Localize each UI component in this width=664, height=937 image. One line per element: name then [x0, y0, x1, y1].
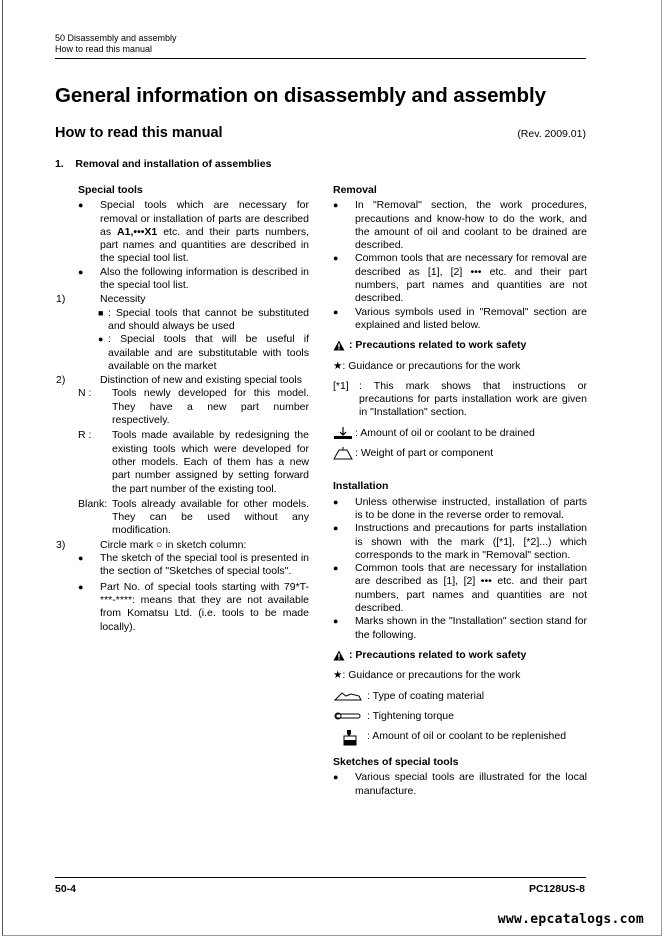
list-item [78, 199, 309, 265]
star-icon: ★ [333, 359, 343, 372]
symbol-row [333, 690, 587, 703]
symbol-row [333, 649, 587, 662]
symbol-row [333, 447, 587, 460]
list-item [333, 496, 587, 523]
bullet: ● [333, 563, 339, 574]
item-text: Also the following information is described in the special tool list. [100, 265, 309, 292]
bullet: ● [333, 306, 339, 317]
symbol-text: : Amount of oil or coolant to be drained [355, 426, 535, 439]
installation-heading: Installation [333, 480, 389, 493]
oil-refill-icon [333, 730, 367, 746]
item-number: 2) [56, 374, 66, 387]
list-item [333, 252, 587, 305]
symbol-text: : Weight of part or component [355, 447, 494, 460]
item-text: Part No. of special tools starting with 79*T-***-****: means that they are not available from Komatsu Ltd. (i.e. tools to be made locally). [100, 580, 309, 633]
star-icon: ★ [333, 669, 343, 682]
numbered-item [56, 374, 309, 387]
list-item [333, 615, 587, 642]
sketches-heading: Sketches of special tools [333, 756, 459, 769]
bullet: ● [78, 266, 84, 277]
list-item [333, 522, 587, 562]
header-section: How to read this manual [55, 44, 153, 54]
symbol-row [333, 669, 587, 682]
item-text: Distinction of new and existing special tools [100, 374, 302, 387]
legend-key: N : [78, 387, 92, 400]
bullet: ● [78, 200, 84, 211]
symbol-row [333, 710, 587, 723]
item-text: Various special tools are illustrated for the local manufacture. [355, 771, 587, 797]
header-rule [55, 58, 586, 59]
legend-text: Tools newly developed for this model. They have a new part number respectively. [112, 387, 309, 427]
page-number: 50-4 [55, 883, 77, 895]
symbol-text: : This mark shows that instructions or precautions for parts installation work are given in "Installation" section. [359, 379, 587, 419]
list-item [78, 266, 309, 293]
symbol-row [333, 730, 587, 746]
item-text: Necessity [100, 293, 146, 306]
item-text: Special tools which are necessary for removal or installation of parts are described as [100, 199, 309, 238]
left-column [56, 184, 309, 634]
bullet: ● [333, 772, 339, 783]
legend-row [78, 498, 309, 538]
numbered-item [56, 539, 309, 552]
symbol-text: : Guidance or precautions for the work [342, 669, 521, 682]
torque-wrench-icon [333, 710, 367, 723]
list-item [333, 562, 587, 615]
list-item [333, 199, 587, 252]
item-text: Marks shown in the "Installation" section stand for the following. [355, 615, 587, 641]
symbol-row [333, 360, 587, 373]
list-item [333, 771, 587, 798]
symbol-text: : Type of coating material [367, 689, 485, 702]
item-text: Common tools that are necessary for installation are described as [1], [2] ••• etc. and their part numbers, part names and quantities are not described. [355, 562, 587, 615]
legend-row [98, 307, 309, 334]
page-title: General information on disassembly and assembly [55, 84, 546, 107]
special-tools-heading: Special tools [78, 184, 143, 196]
running-header [55, 33, 177, 55]
item-text: Common tools that are necessary for removal are described as [1], [2] ••• etc. and their part numbers, part names and quantities are not described. [355, 252, 587, 305]
legend-row [78, 387, 309, 427]
footer-rule [55, 877, 586, 878]
item-text: Various symbols used in "Removal" section are explained and listed below. [355, 305, 587, 331]
item-text: In "Removal" section, the work procedures, precautions and know-how to do the work, and the amount of oil and coolant to be drained are described. [355, 199, 587, 252]
symbol-text: : Precautions related to work safety [349, 339, 527, 352]
weight-icon [333, 447, 355, 460]
bullet: ● [333, 616, 339, 627]
legend-text: : Special tools that cannot be substituted and should always be used [108, 306, 309, 332]
tool-code: A1,•••X1 [117, 225, 158, 238]
bullet: ● [78, 553, 84, 564]
symbol-row [333, 380, 587, 420]
oil-drain-icon [333, 427, 355, 440]
item-text: The sketch of the special tool is presented in the section of "Sketches of special tools". [100, 552, 309, 578]
reference-mark: [*1] [333, 379, 349, 392]
item-number: 3) [56, 538, 66, 551]
subsection-heading: 1. Removal and installation of assemblies [55, 158, 272, 170]
legend-row [98, 333, 309, 373]
section-title: How to read this manual [55, 125, 223, 141]
list-item [78, 552, 309, 579]
header-chapter: 50 Disassembly and assembly [55, 33, 177, 43]
symbol-text: : Precautions related to work safety [349, 648, 527, 661]
bullet: ● [333, 253, 339, 264]
legend-row [78, 429, 309, 495]
legend-text: Tools already available for other models. They can be used without any modification. [112, 497, 309, 537]
coating-icon [333, 690, 367, 703]
item-text: Unless otherwise instructed, installation of parts is to be done in the reverse order to removal. [355, 495, 587, 521]
warning-icon [333, 649, 349, 662]
legend-key: R : [78, 429, 92, 442]
legend-text: : Special tools that will be useful if available and are substitutable with tools available on the market [108, 333, 309, 372]
circle-mark: ● [98, 334, 104, 345]
watermark: www.epcatalogs.com [497, 912, 644, 927]
square-mark: ■ [98, 307, 104, 318]
numbered-item [56, 293, 309, 306]
list-item [78, 581, 309, 634]
list-item [333, 306, 587, 333]
item-text: Instructions and precautions for parts installation is shown with the mark ([*1], [*2]...) which corresponds to the mark in "Removal" section. [355, 522, 587, 561]
right-column [333, 184, 587, 798]
symbol-text: : Tightening torque [367, 709, 454, 722]
legend-text: Tools made available by redesigning the existing tools which were developed for other models. Each of them has a new part number assigned by setting forward the part number of the existing tool. [112, 429, 309, 495]
item-text: etc. and their parts numbers, part names and quantities are described in the special tool list. [100, 225, 309, 265]
revision-label: (Rev. 2009.01) [517, 128, 586, 140]
item-text: Circle mark ○ in sketch column: [100, 538, 247, 551]
removal-heading: Removal [333, 184, 377, 196]
symbol-row [333, 427, 587, 440]
bullet: ● [333, 200, 339, 211]
bullet: ● [78, 581, 84, 592]
model-number: PC128US-8 [528, 883, 585, 895]
bullet: ● [333, 496, 339, 507]
symbol-text: : Amount of oil or coolant to be replenished [367, 730, 567, 743]
legend-key: Blank: [78, 497, 108, 510]
symbol-row [333, 339, 587, 352]
item-number: 1) [56, 293, 66, 306]
symbol-text: : Guidance or precautions for the work [342, 359, 521, 372]
bullet: ● [333, 523, 339, 534]
warning-icon [333, 339, 349, 352]
